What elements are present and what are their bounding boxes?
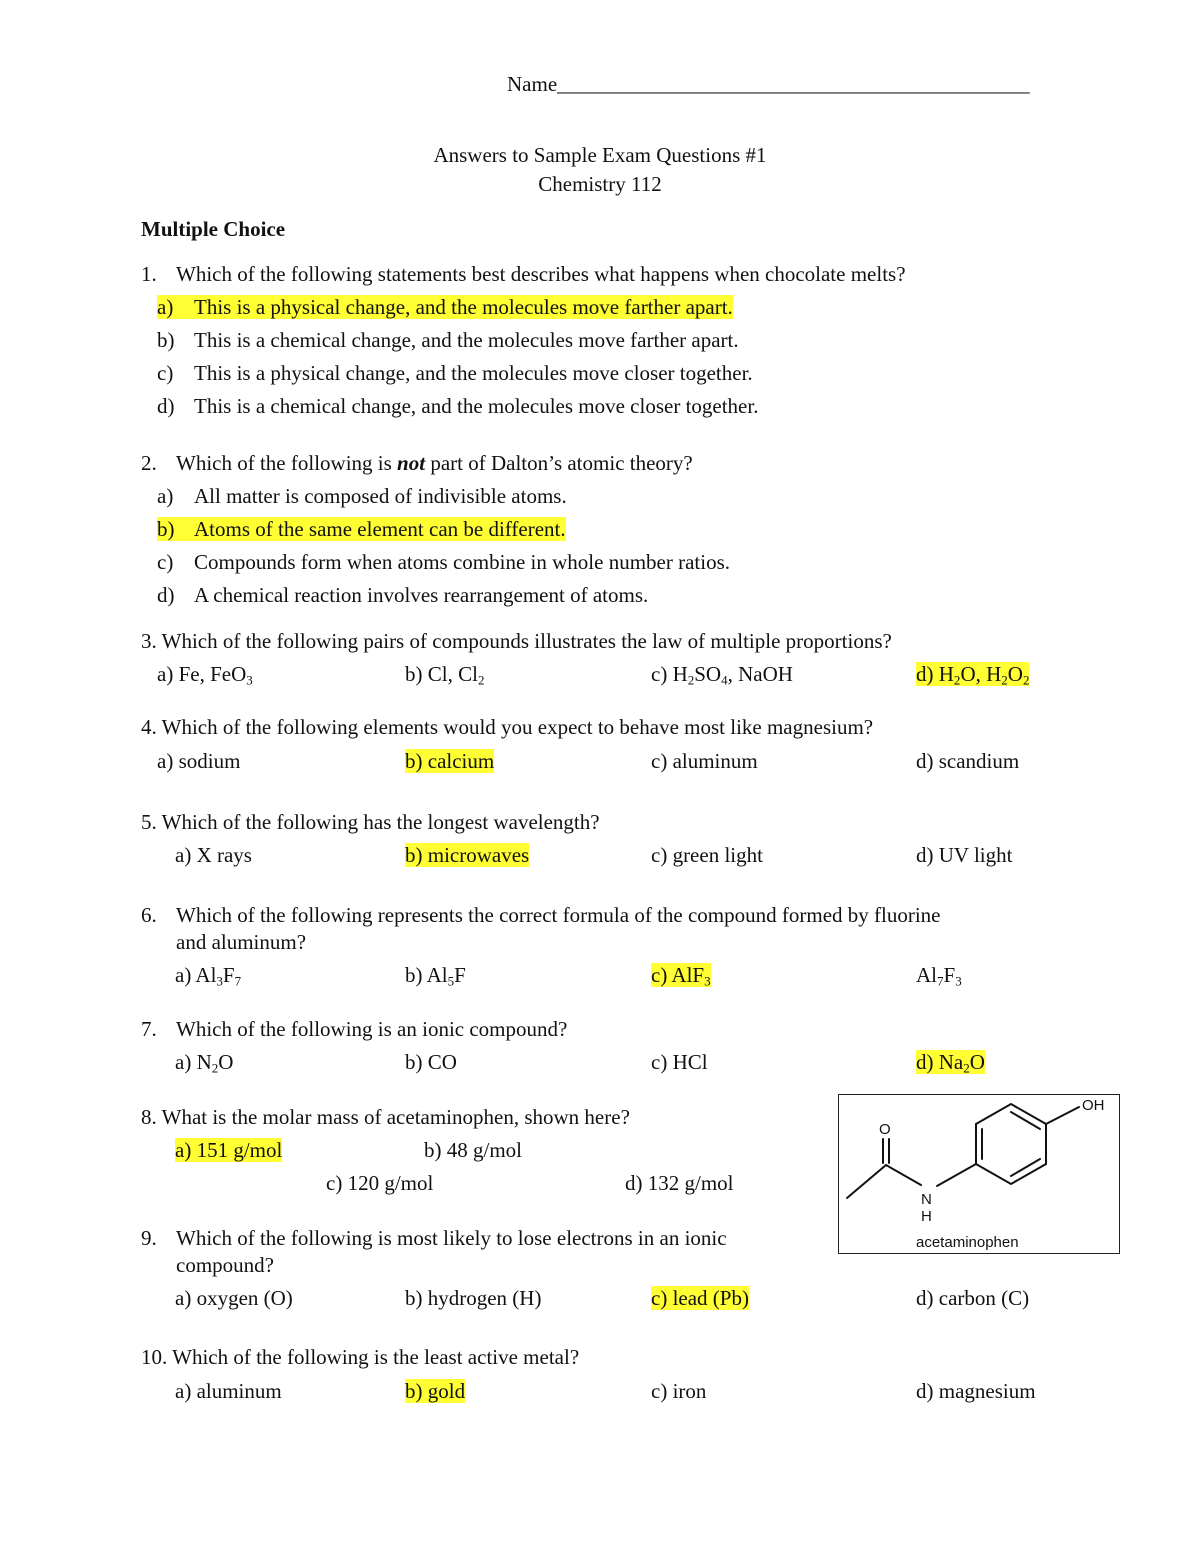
formula-subscript: 3 — [216, 973, 223, 989]
q6-option-c — [651, 963, 711, 987]
q10-text: 10. Which of the following is the least active metal? — [141, 1345, 580, 1369]
formula-text: F — [454, 963, 466, 987]
q1-option-b — [157, 328, 739, 352]
name-label: Name — [507, 72, 558, 96]
q5-text: 5. Which of the following has the longest wavelength? — [141, 810, 600, 834]
option-letter: a) — [157, 295, 174, 319]
formula-text: d) H — [916, 662, 954, 686]
q9-text-line2: compound? — [176, 1253, 274, 1277]
option-text: This is a chemical change, and the molecules move closer together. — [194, 394, 759, 418]
q9-option-d: d) carbon (C) — [916, 1286, 1030, 1310]
label-oh: OH — [1082, 1097, 1105, 1114]
ring-double-bond — [1011, 1159, 1040, 1176]
q2-text-pre: Which of the following is — [176, 451, 398, 475]
label-h: H — [921, 1208, 932, 1225]
bond-n-carbonyl — [886, 1165, 921, 1185]
formula-text: a) N — [175, 1050, 212, 1074]
formula-text: d) Na — [916, 1050, 964, 1074]
option-text: All matter is composed of indivisible atoms. — [194, 484, 567, 508]
option-letter: d) — [157, 394, 175, 418]
q6-option-a — [175, 963, 241, 987]
q2-option-b — [157, 517, 566, 541]
q10-option-a: a) aluminum — [175, 1379, 282, 1403]
q3-option-c — [651, 662, 793, 686]
q1-option-c — [157, 361, 753, 385]
option-text: This is a physical change, and the molecules move closer together. — [194, 361, 753, 385]
q5-option-a: a) X rays — [175, 843, 252, 867]
q7-text: Which of the following is an ionic compound? — [176, 1017, 568, 1041]
formula-subscript: 2 — [477, 672, 485, 688]
q2-option-d — [157, 583, 648, 607]
q7-number: 7. — [141, 1017, 157, 1041]
bond-ring-n — [937, 1164, 976, 1186]
q2-number: 2. — [141, 451, 157, 475]
formula-subscript: 5 — [447, 973, 455, 989]
option-letter: d) — [157, 583, 175, 607]
formula-subscript: 7 — [937, 973, 944, 989]
q10-option-c: c) iron — [651, 1379, 707, 1403]
q5-option-c: c) green light — [651, 843, 763, 867]
formula-subscript: 2 — [953, 672, 961, 688]
q4-option-a: a) sodium — [157, 749, 241, 773]
formula-subscript: 2 — [211, 1060, 219, 1076]
q7-option-c: c) HCl — [651, 1050, 708, 1074]
formula-text: a) Al — [175, 963, 217, 987]
course-title: Chemistry 112 — [538, 172, 662, 196]
q7-option-b: b) CO — [405, 1050, 457, 1074]
q4-option-b: b) calcium — [405, 749, 495, 773]
q6-option-d — [916, 963, 962, 987]
q5-option-d: d) UV light — [916, 843, 1013, 867]
option-letter: b) — [157, 517, 175, 541]
benzene-ring — [976, 1104, 1046, 1184]
q4-option-c: c) aluminum — [651, 749, 758, 773]
option-letter: c) — [157, 550, 174, 574]
q2-text — [176, 451, 693, 475]
q6-text-line2: and aluminum? — [176, 930, 307, 954]
option-text: Atoms of the same element can be different. — [194, 517, 566, 541]
q1-option-d — [157, 394, 758, 418]
formula-text: F — [222, 963, 235, 987]
q7-option-a — [175, 1050, 233, 1074]
bond-ring-oh — [1046, 1107, 1079, 1124]
q2-text-emphasis: not — [397, 451, 426, 475]
formula-text: O, H — [960, 662, 1002, 686]
q2-option-a — [157, 484, 567, 508]
q9-option-c: c) lead (Pb) — [651, 1286, 749, 1310]
q9-text-line1: Which of the following is most likely to lose electrons in an ionic — [176, 1226, 727, 1250]
ring-double-bond — [1011, 1112, 1040, 1129]
label-n: N — [921, 1191, 932, 1208]
label-o: O — [879, 1121, 891, 1138]
molecule-drawing — [839, 1095, 1121, 1255]
q2-option-c — [157, 550, 730, 574]
formula-text: b) Al — [405, 963, 448, 987]
formula-subscript: 3 — [704, 973, 711, 989]
formula-subscript: 2 — [1022, 672, 1030, 688]
formula-subscript: 2 — [963, 1060, 970, 1076]
q9-number: 9. — [141, 1226, 157, 1250]
formula-subscript: 3 — [246, 672, 253, 688]
q10-option-d: d) magnesium — [916, 1379, 1036, 1403]
q4-option-d: d) scandium — [916, 749, 1020, 773]
section-heading: Multiple Choice — [141, 217, 286, 241]
q7-option-d — [916, 1050, 985, 1074]
formula-text: a) Fe, FeO — [157, 662, 247, 686]
option-letter: a) — [157, 484, 174, 508]
option-text: This is a chemical change, and the molecules move farther apart. — [194, 328, 739, 352]
formula-text: F — [943, 963, 956, 987]
q1-option-a — [157, 295, 733, 319]
q8-option-a: a) 151 g/mol — [175, 1138, 283, 1162]
bond-methyl — [847, 1165, 886, 1198]
formula-text: b) Cl, Cl — [405, 662, 478, 686]
q3-text: 3. Which of the following pairs of compounds illustrates the law of multiple proportions? — [141, 629, 892, 653]
formula-subscript: 2 — [687, 672, 695, 688]
formula-text: c) H — [651, 662, 688, 686]
formula-subscript: 3 — [955, 973, 962, 989]
q6-text-line1: Which of the following represents the correct formula of the compound formed by fluorine — [176, 903, 941, 927]
formula-text: c) AlF — [651, 963, 705, 987]
q6-number: 6. — [141, 903, 157, 927]
formula-text: O — [218, 1050, 234, 1074]
option-text: A chemical reaction involves rearrangement of atoms. — [194, 583, 649, 607]
q3-option-b — [405, 662, 484, 686]
q1-number: 1. — [141, 262, 157, 286]
name-line: _____________________________________________ — [557, 72, 1030, 96]
option-text: This is a physical change, and the molecules move farther apart. — [194, 295, 733, 319]
formula-subscript: 7 — [234, 973, 242, 989]
option-letter: c) — [157, 361, 174, 385]
option-letter: b) — [157, 328, 175, 352]
q3-option-a — [157, 662, 253, 686]
q6-option-b — [405, 963, 466, 987]
formula-text: O — [1007, 662, 1023, 686]
page-title: Answers to Sample Exam Questions #1 — [433, 143, 767, 167]
q10-option-b: b) gold — [405, 1379, 466, 1403]
q8-option-d: d) 132 g/mol — [625, 1171, 734, 1195]
q2-text-post: part of Dalton’s atomic theory? — [425, 451, 693, 475]
q8-option-c: c) 120 g/mol — [326, 1171, 434, 1195]
q1-text: Which of the following statements best describes what happens when chocolate melts? — [176, 262, 906, 286]
molecule-caption: acetaminophen — [916, 1234, 1019, 1251]
formula-text: , NaOH — [727, 662, 793, 686]
q3-option-d — [916, 662, 1029, 686]
option-text: Compounds form when atoms combine in whole number ratios. — [194, 550, 731, 574]
formula-text: Al — [916, 963, 937, 987]
q9-option-a: a) oxygen (O) — [175, 1286, 293, 1310]
q5-option-b: b) microwaves — [405, 843, 530, 867]
formula-subscript: 4 — [721, 672, 728, 688]
formula-text: SO — [694, 662, 722, 686]
q8-text: 8. What is the molar mass of acetaminophen, shown here? — [141, 1105, 630, 1129]
q8-option-b: b) 48 g/mol — [424, 1138, 522, 1162]
formula-text: O — [969, 1050, 985, 1074]
formula-subscript: 2 — [1001, 672, 1008, 688]
name-field — [507, 72, 1030, 96]
q9-option-b: b) hydrogen (H) — [405, 1286, 542, 1310]
acetaminophen-structure — [838, 1094, 1120, 1254]
q4-text: 4. Which of the following elements would you expect to behave most like magnesium? — [141, 715, 874, 739]
